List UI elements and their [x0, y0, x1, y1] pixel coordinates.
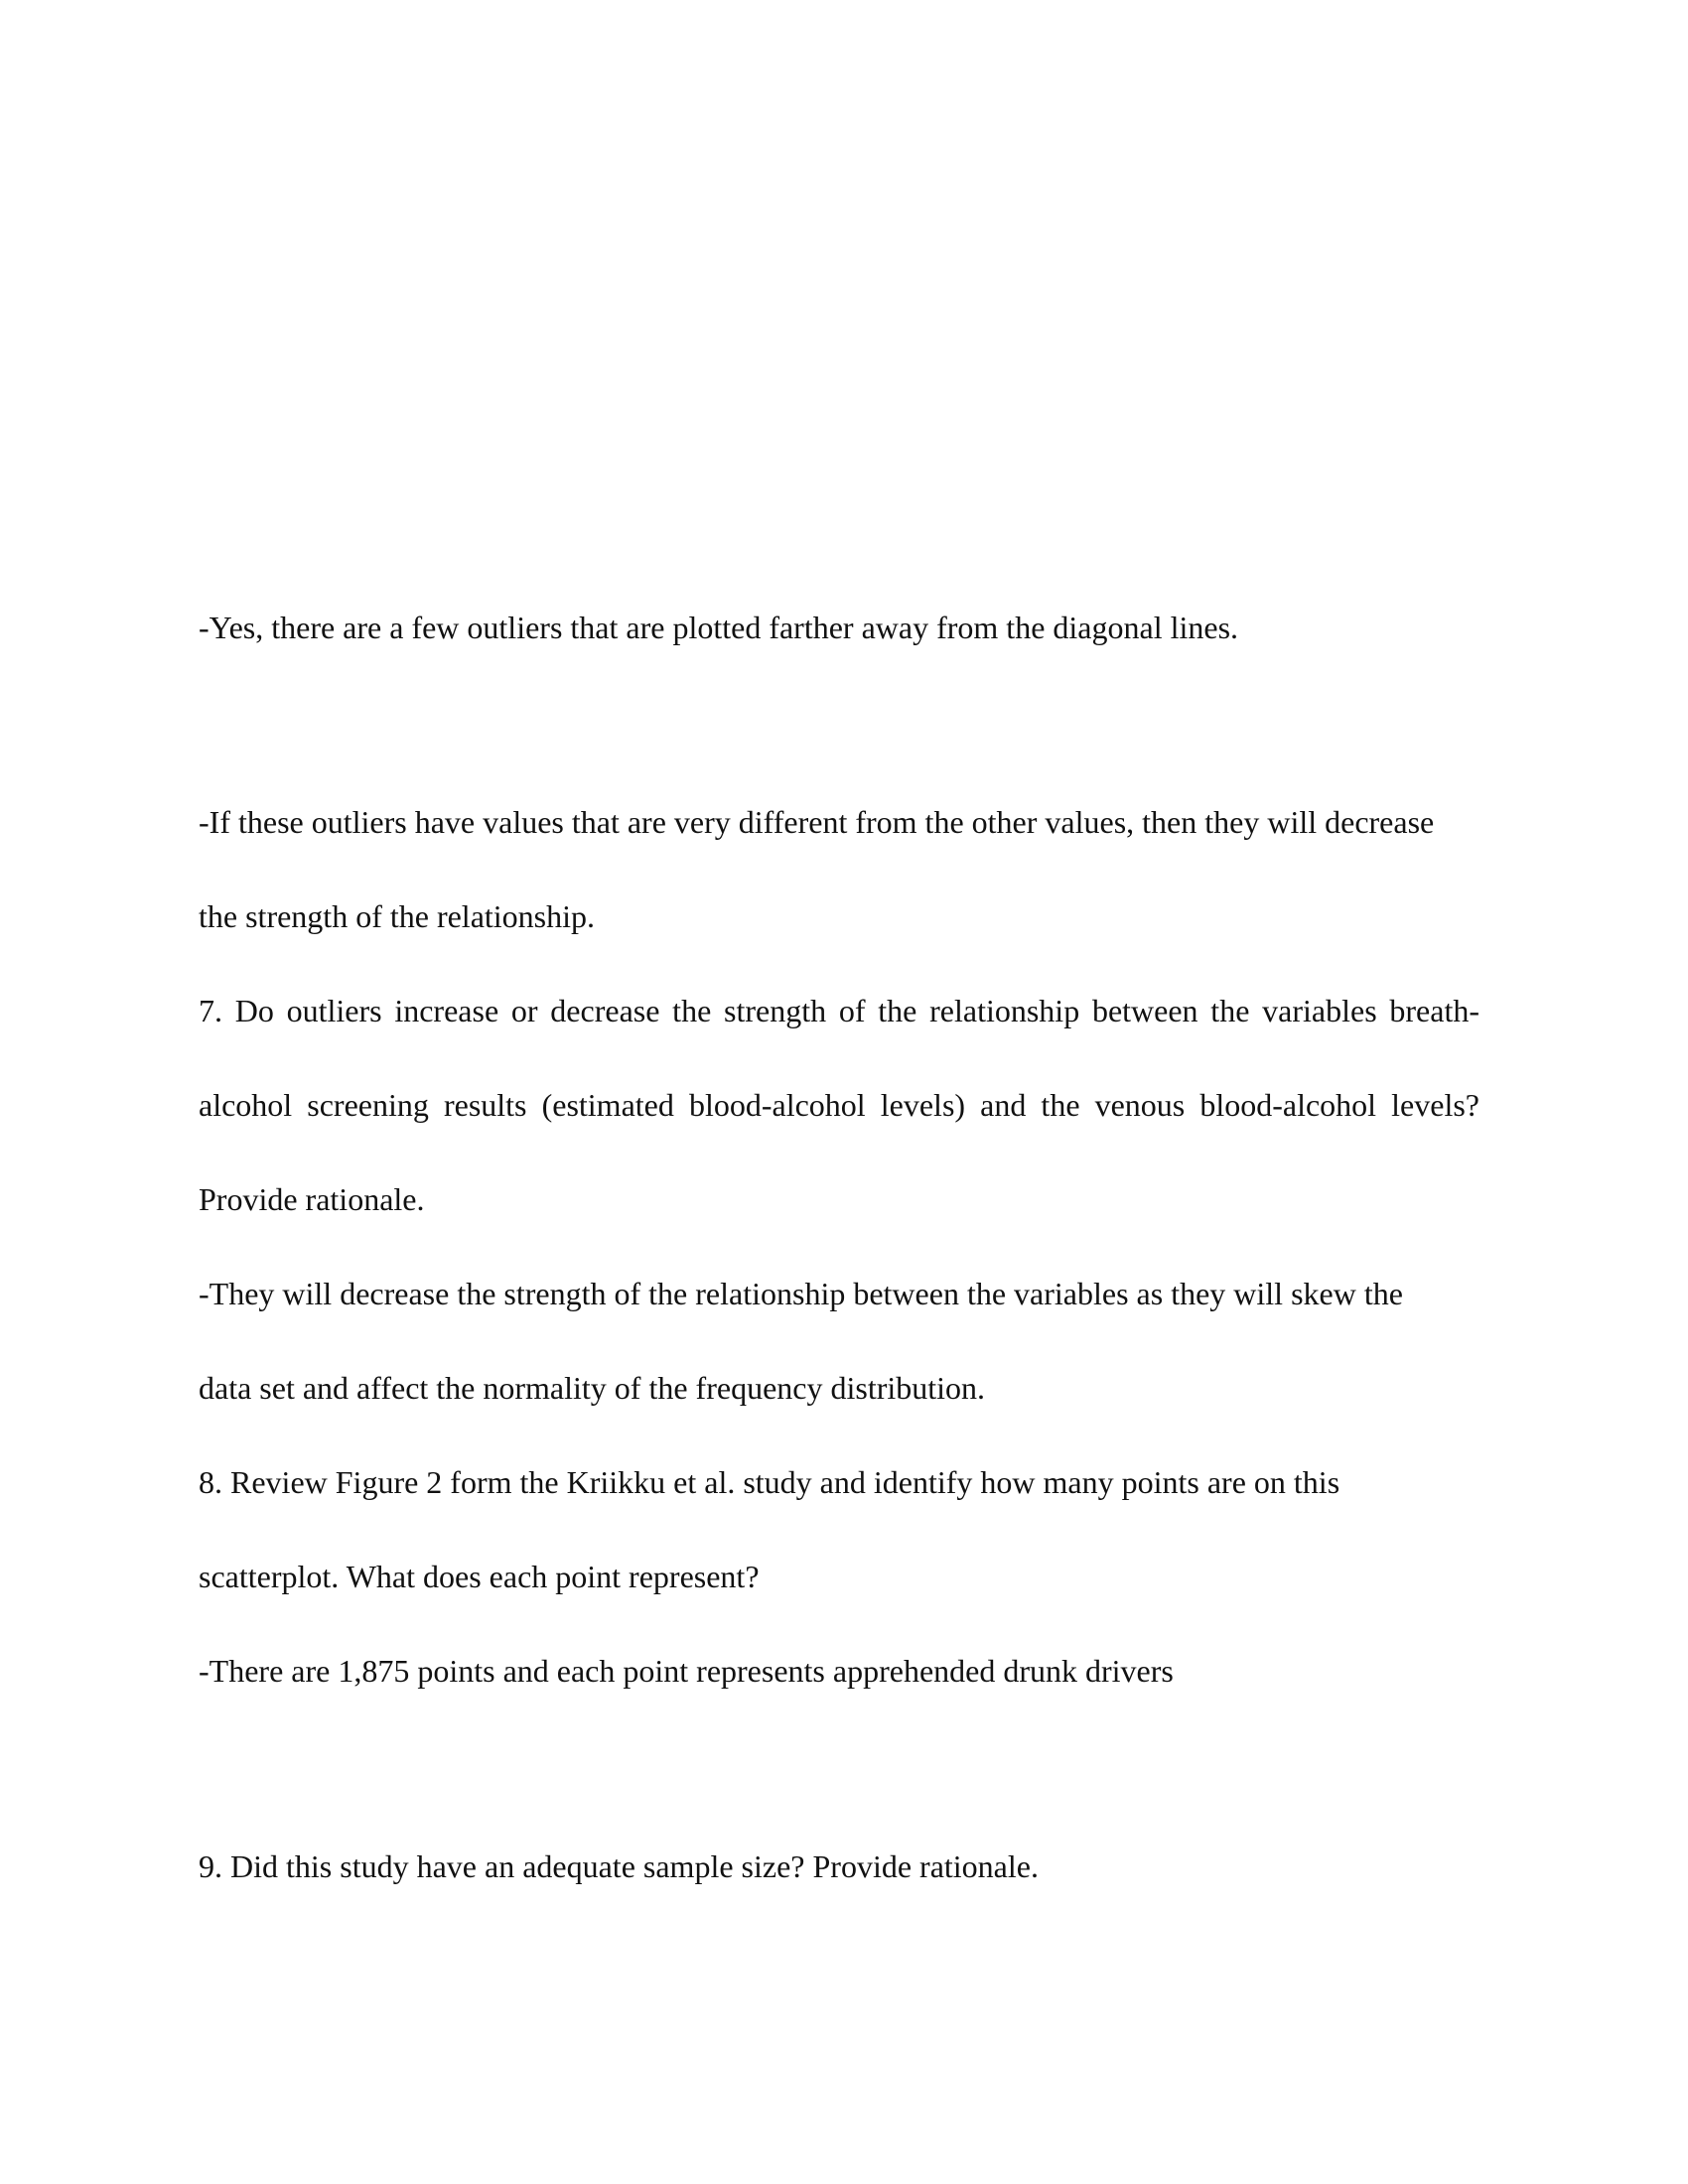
answer-6b-line-1: -If these outliers have values that are very different from the other values, then they will decrease [199, 804, 1435, 840]
question-9-line-1: 9. Did this study have an adequate sample size? Provide rationale. [199, 1848, 1039, 1884]
answer-8-line-1: -There are 1,875 points and each point represents apprehended drunk drivers [199, 1653, 1174, 1689]
answer-7-line-1: -They will decrease the strength of the relationship between the variables as they will skew the [199, 1276, 1403, 1311]
answer-7-line-2: data set and affect the normality of the frequency distribution. [199, 1370, 986, 1406]
question-7-line-3: Provide rationale. [199, 1181, 425, 1217]
question-8-line-1: 8. Review Figure 2 form the Kriikku et al. study and identify how many points are on this [199, 1464, 1340, 1500]
question-8-line-2: scatterplot. What does each point represent? [199, 1559, 760, 1594]
question-7-line-2: alcohol screening results (estimated blood-alcohol levels) and the venous blood-alcohol levels? [199, 1087, 1479, 1123]
answer-6b-line-2: the strength of the relationship. [199, 898, 596, 934]
answer-6a-line-1: -Yes, there are a few outliers that are plotted farther away from the diagonal lines. [199, 610, 1239, 645]
question-7-line-1: 7. Do outliers increase or decrease the strength of the relationship between the variables breath- [199, 993, 1479, 1028]
